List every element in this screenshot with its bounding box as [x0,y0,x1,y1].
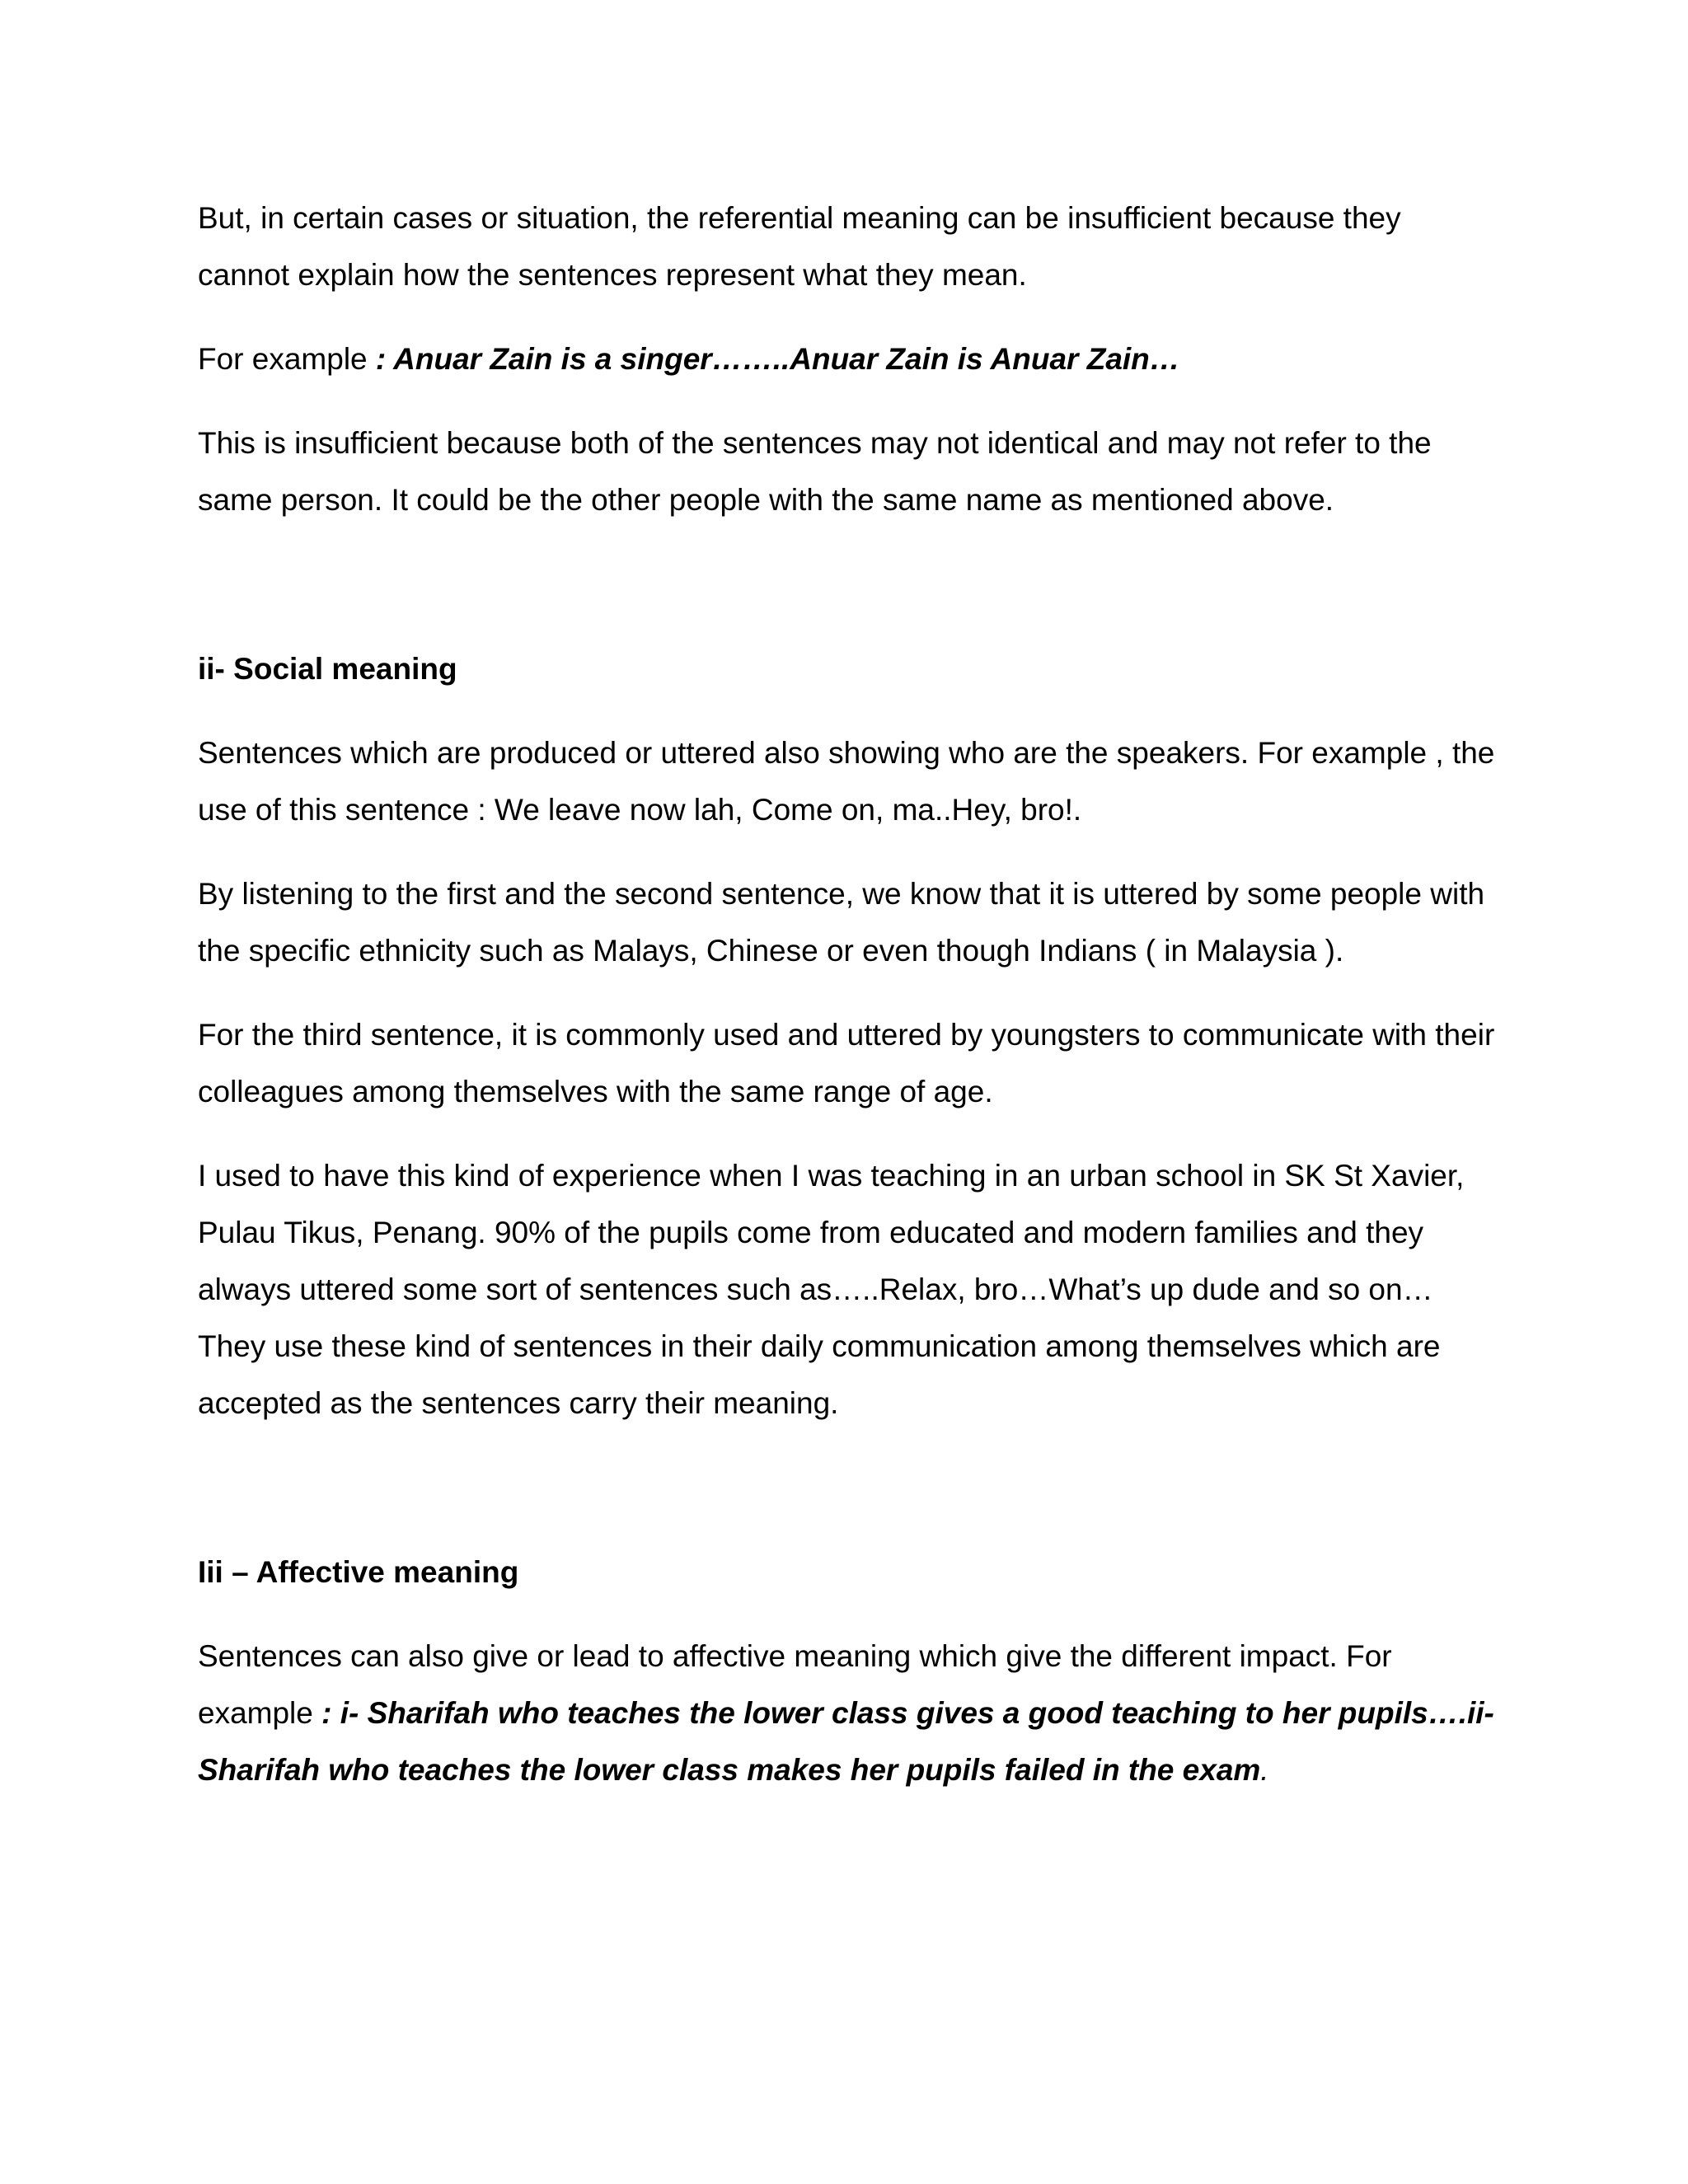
paragraph-affective-1 [198,1628,1500,1798]
affective-example-sentence: : i- Sharifah who teaches the lower class gives a good teaching to her pupils….ii- Sharifah who teaches the lower class makes her pupils failed in the exam [198,1696,1494,1787]
paragraph-social-3: For the third sentence, it is commonly used and uttered by youngsters to communicate with their colleagues among themselves with the same range of age. [198,1018,1495,1108]
heading-social-meaning: ii- Social meaning [198,652,457,686]
example-sentence: : Anuar Zain is a singer……..Anuar Zain is Anuar Zain… [375,342,1180,376]
paragraph-social-4: I used to have this kind of experience when I was teaching in an urban school in SK St Xavier, Pulau Tikus, Penang. 90% of the pupils come from educated and modern families and they always uttered some sort of sentences such as…..Relax, bro…What’s up dude and so on…They use these kind of sentences in their daily communication among themselves which are accepted as the sentences carry their meaning. [198,1159,1465,1420]
example-lead-text: For example [198,342,376,376]
paragraph-example-anuar [198,330,1500,387]
paragraph-insufficient-explanation: This is insufficient because both of the sentences may not identical and may not refer to the same person. It could be the other people with the same name as mentioned above. [198,426,1432,517]
paragraph-social-2: By listening to the first and the second sentence, we know that it is uttered by some people with the specific ethnicity such as Malays, Chinese or even though Indians ( in Malaysia ). [198,877,1485,968]
affective-end-punctuation: . [1260,1753,1269,1787]
document-body [198,190,1500,1825]
paragraph-referential-insufficient: But, in certain cases or situation, the referential meaning can be insufficient because they cannot explain how the sentences represent what they mean. [198,201,1401,292]
affective-lead-text: Sentences can also give or lead to affective meaning which give the different impact. For example [198,1639,1392,1730]
heading-affective-meaning: Iii – Affective meaning [198,1555,519,1589]
paragraph-social-1: Sentences which are produced or uttered also showing who are the speakers. For example , the use of this sentence : We leave now lah, Come on, ma..Hey, bro!. [198,736,1495,827]
